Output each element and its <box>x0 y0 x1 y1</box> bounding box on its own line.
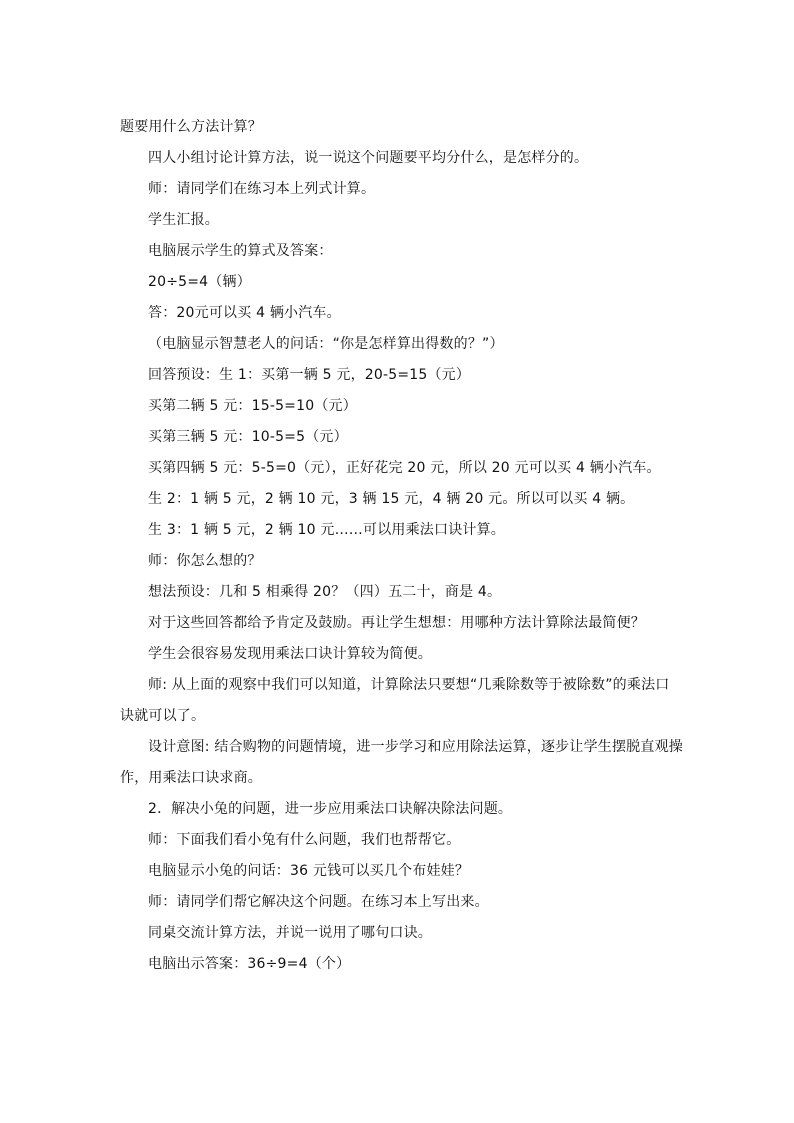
paragraph-line: 对于这些回答都给予肯定及鼓励。再让学生想想：用哪种方法计算除法最简便？ <box>148 615 645 631</box>
paragraph-line: 师: 从上面的观察中我们可以知道，计算除法只要想“几乘除数等于被除数”的乘法口 <box>148 677 670 693</box>
paragraph-line: 买第四辆 5 元：5-5=0（元），正好花完 20 元，所以 20 元可以买 4 辆小汽车。 <box>148 460 661 476</box>
paragraph-line: 答：20元可以买 4 辆小汽车。 <box>148 305 341 321</box>
paragraph-line: （电脑显示智慧老人的问话：“你是怎样算出得数的？”） <box>148 336 504 352</box>
paragraph-line: 电脑出示答案：36÷9=4（个） <box>148 956 351 972</box>
paragraph-line: 设计意图: 结合购物的问题情境，进一步学习和应用除法运算，逐步让学生摆脱直观操 <box>148 739 683 755</box>
document-body <box>120 112 683 980</box>
paragraph-line: 师：请同学们在练习本上列式计算。 <box>148 181 376 197</box>
paragraph-line: 买第二辆 5 元：15-5=10（元） <box>148 398 357 414</box>
paragraph-line: 20÷5=4（辆） <box>148 274 251 290</box>
paragraph-line: 学生会很容易发现用乘法口诀计算较为简便。 <box>148 646 432 662</box>
paragraph-line: 师：下面我们看小兔有什么问题，我们也帮帮它。 <box>148 832 461 848</box>
paragraph-line: 电脑显示小兔的问话：36 元钱可以买几个布娃娃？ <box>148 863 470 879</box>
paragraph-line: 买第三辆 5 元：10-5=5（元） <box>148 429 348 445</box>
paragraph-line: 同桌交流计算方法，并说一说用了哪句口诀。 <box>148 925 432 941</box>
paragraph-line: 生 2：1 辆 5 元，2 辆 10 元，3 辆 15 元，4 辆 20 元。所以可以买 4 辆。 <box>148 491 635 507</box>
paragraph-line: 诀就可以了。 <box>120 708 206 724</box>
paragraph-line: 师：你怎么想的？ <box>148 553 262 569</box>
paragraph-line: 学生汇报。 <box>148 212 219 228</box>
paragraph-line: 想法预设：几和 5 相乘得 20？（四）五二十，商是 4。 <box>148 584 502 600</box>
paragraph-line: 生 3：1 辆 5 元，2 辆 10 元……可以用乘法口诀计算。 <box>148 522 505 538</box>
paragraph-line: 题要用什么方法计算？ <box>120 119 262 135</box>
paragraph-line: 四人小组讨论计算方法，说一说这个问题要平均分什么，是怎样分的。 <box>148 150 589 166</box>
paragraph-line: 回答预设：生 1：买第一辆 5 元，20-5=15（元） <box>148 367 471 383</box>
paragraph-line: 作，用乘法口诀求商。 <box>120 770 262 786</box>
paragraph-line: 电脑展示学生的算式及答案： <box>148 243 333 259</box>
paragraph-line: 2．解决小兔的问题，进一步应用乘法口诀解决除法问题。 <box>148 801 513 817</box>
paragraph-line: 师：请同学们帮它解决这个问题。在练习本上写出来。 <box>148 894 489 910</box>
